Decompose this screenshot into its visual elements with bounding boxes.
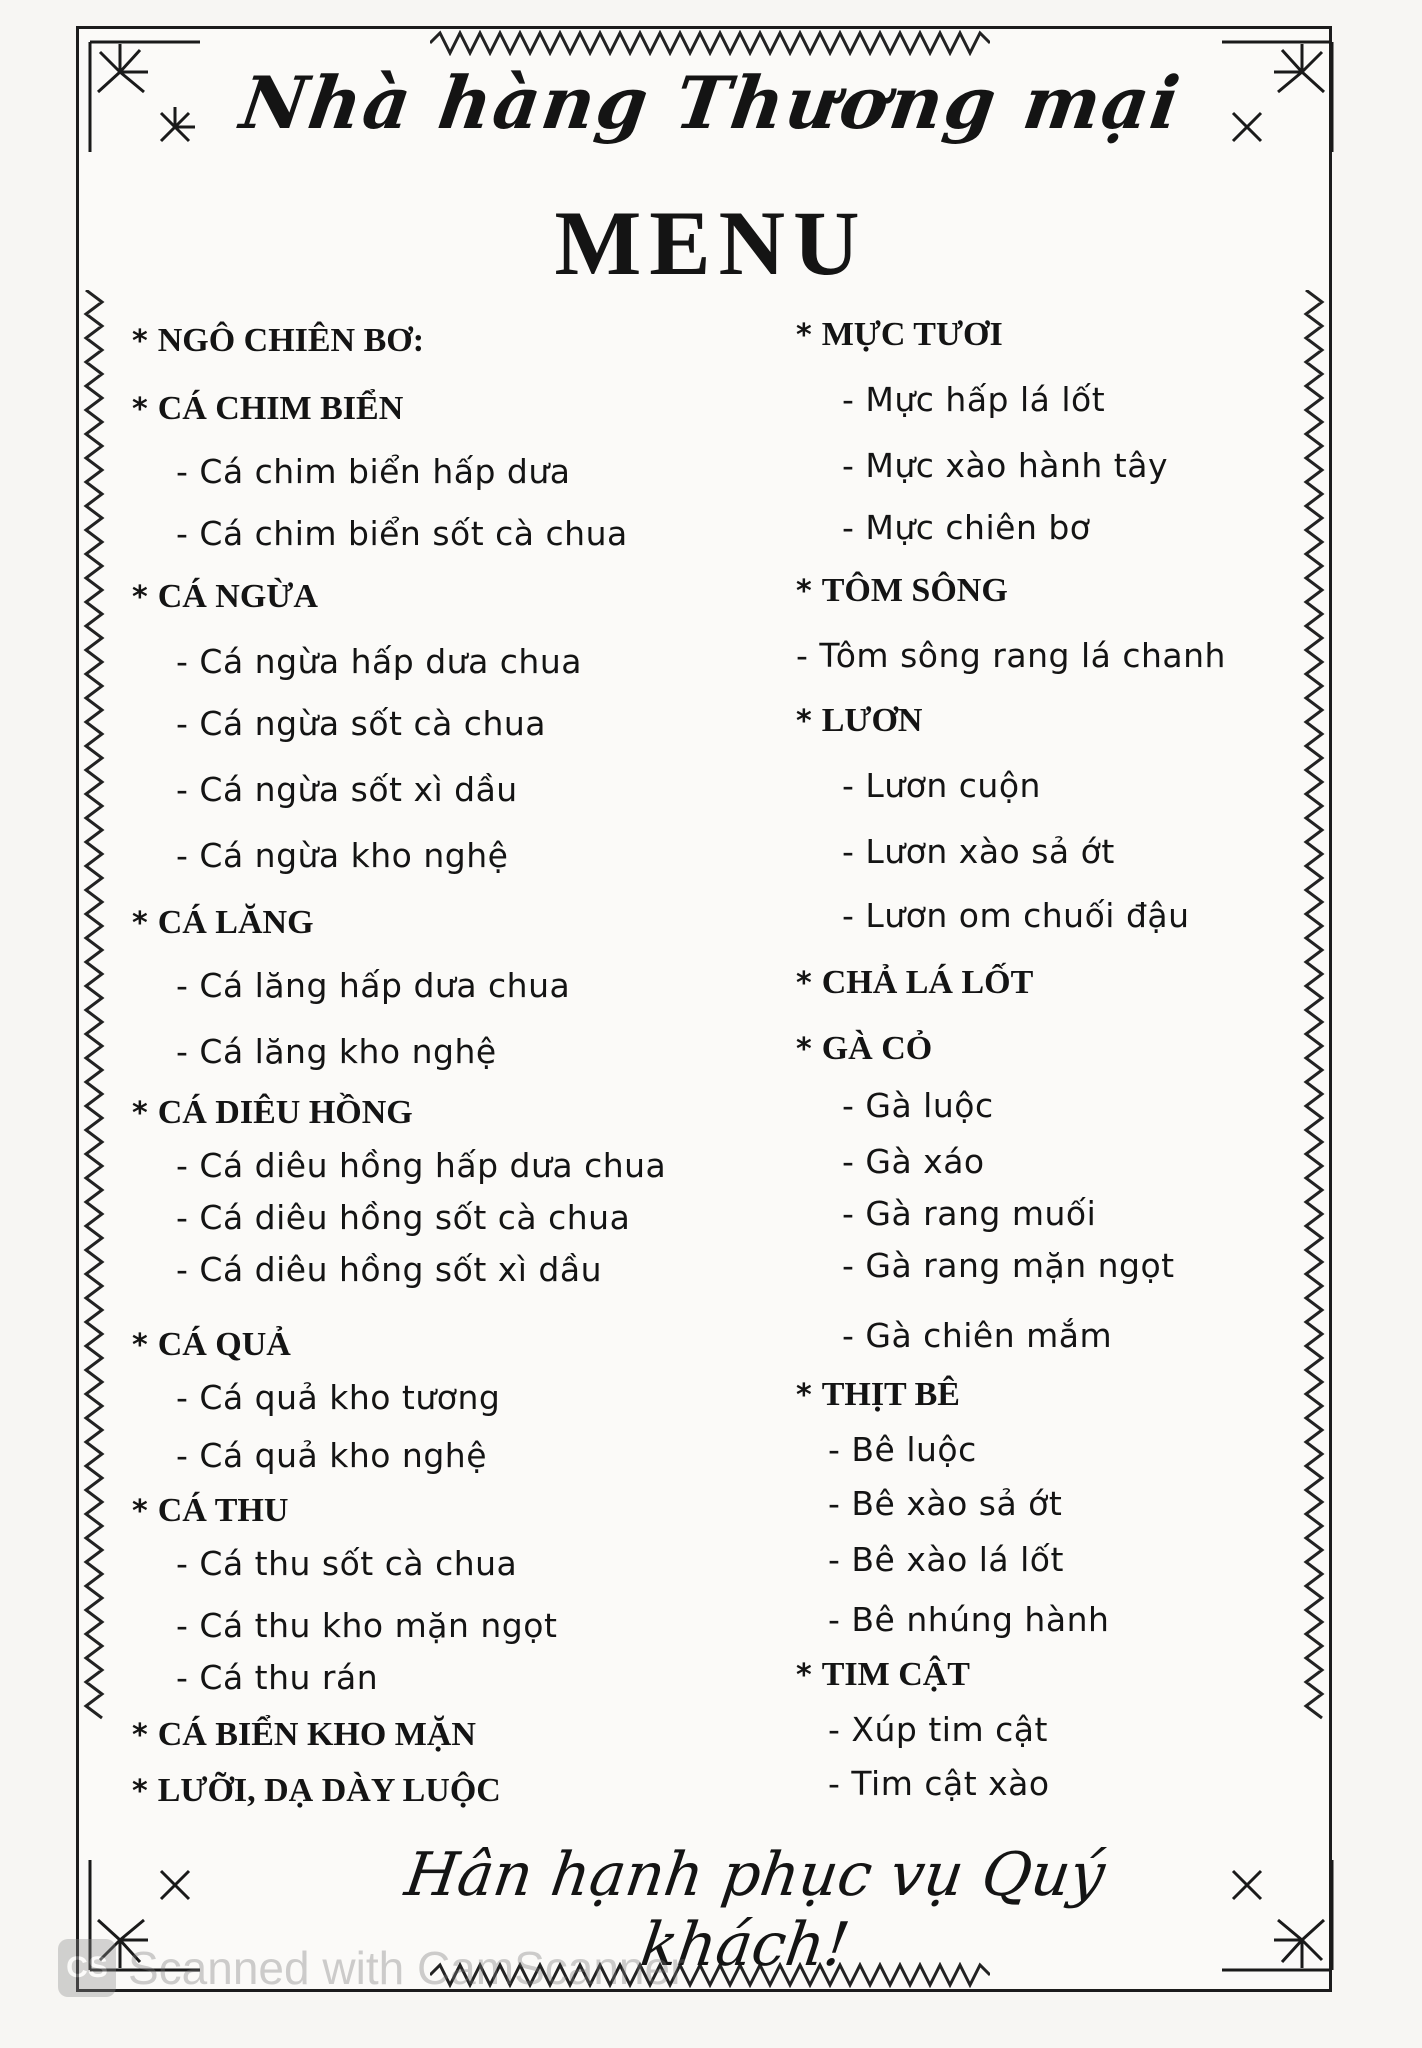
menu-heading: MENU xyxy=(554,192,868,294)
left-border-decoration xyxy=(82,290,106,1720)
menu-item: - Cá thu kho mặn ngọt xyxy=(176,1606,558,1645)
section-ca-bien-kho-man: * CÁ BIỂN KHO MẶN xyxy=(132,1716,476,1753)
watermark-text: Scanned with CamScanner xyxy=(128,1942,686,1994)
menu-item: - Cá ngừa sốt xì dầu xyxy=(176,770,518,809)
menu-item: - Bê xào lá lốt xyxy=(828,1540,1064,1579)
menu-sheet xyxy=(76,26,1332,1992)
section-thit-be: * THỊT BÊ xyxy=(796,1376,960,1413)
section-luoi-da-day-luoc: * LƯỠI, DẠ DÀY LUỘC xyxy=(132,1772,501,1809)
menu-item: - Cá lăng hấp dưa chua xyxy=(176,966,571,1005)
menu-item: - Cá ngừa sốt cà chua xyxy=(176,704,547,743)
floral-corner-bottom-right xyxy=(1212,1850,1342,1980)
menu-item: - Gà luộc xyxy=(842,1086,994,1125)
menu-item: - Mực xào hành tây xyxy=(842,446,1168,485)
menu-item: - Gà rang muối xyxy=(842,1194,1097,1233)
section-ca-qua: * CÁ QUẢ xyxy=(132,1326,291,1363)
restaurant-name: Nhà hàng Thương mại xyxy=(235,60,1187,145)
footer-greeting: Hân hạnh phục vụ Quý khách! xyxy=(400,1840,1109,1980)
menu-item: - Xúp tim cật xyxy=(828,1710,1048,1749)
section-ca-chim-bien: * CÁ CHIM BIỂN xyxy=(132,390,404,427)
menu-item: - Gà chiên mắm xyxy=(842,1316,1113,1355)
menu-item: - Cá diêu hồng sốt cà chua xyxy=(176,1198,631,1237)
camscanner-icon: CS xyxy=(58,1939,116,1997)
menu-item: - Gà rang mặn ngọt xyxy=(842,1246,1175,1285)
menu-item: - Gà xáo xyxy=(842,1142,985,1181)
menu-item: - Mực chiên bơ xyxy=(842,508,1091,547)
section-ngo-chien-bo: * NGÔ CHIÊN BƠ: xyxy=(132,322,425,359)
right-border-decoration xyxy=(1302,290,1326,1720)
section-ca-ngua: * CÁ NGỪA xyxy=(132,578,318,615)
section-ga-co: * GÀ CỎ xyxy=(796,1030,933,1067)
menu-item: - Cá diêu hồng hấp dưa chua xyxy=(176,1146,667,1185)
section-muc-tuoi: * MỰC TƯƠI xyxy=(796,316,1003,353)
camscanner-watermark xyxy=(58,1936,778,2000)
menu-item: - Bê luộc xyxy=(828,1430,977,1469)
section-cha-la-lot: * CHẢ LÁ LỐT xyxy=(796,964,1034,1001)
menu-item: - Cá ngừa hấp dưa chua xyxy=(176,642,582,681)
section-tim-cat: * TIM CẬT xyxy=(796,1656,970,1693)
menu-item: - Cá chim biển hấp dưa xyxy=(176,452,571,491)
section-ca-thu: * CÁ THU xyxy=(132,1492,289,1529)
menu-item: - Bê xào sả ớt xyxy=(828,1484,1063,1523)
menu-item: - Cá quả kho tương xyxy=(176,1378,501,1417)
menu-item: - Cá quả kho nghệ xyxy=(176,1436,488,1475)
section-ca-lang: * CÁ LĂNG xyxy=(132,904,314,941)
menu-item: - Tim cật xào xyxy=(828,1764,1050,1803)
menu-item: - Cá thu sốt cà chua xyxy=(176,1544,518,1583)
menu-item: - Cá chim biển sốt cà chua xyxy=(176,514,628,553)
menu-item: - Bê nhúng hành xyxy=(828,1600,1110,1639)
menu-item: - Cá ngừa kho nghệ xyxy=(176,836,509,875)
menu-item: - Lươn om chuối đậu xyxy=(842,896,1190,935)
menu-item: - Cá diêu hồng sốt xì dầu xyxy=(176,1250,603,1289)
menu-item: - Tôm sông rang lá chanh xyxy=(796,636,1226,675)
menu-item: - Lươn cuộn xyxy=(842,766,1041,805)
section-tom-song: * TÔM SÔNG xyxy=(796,572,1008,609)
menu-item: - Mực hấp lá lốt xyxy=(842,380,1106,419)
top-border-decoration xyxy=(430,30,990,56)
menu-item: - Lươn xào sả ớt xyxy=(842,832,1115,871)
section-luon: * LƯƠN xyxy=(796,702,923,739)
menu-item: - Cá thu rán xyxy=(176,1658,379,1697)
menu-item: - Cá lăng kho nghệ xyxy=(176,1032,497,1071)
section-ca-dieu-hong: * CÁ DIÊU HỒNG xyxy=(132,1094,413,1131)
